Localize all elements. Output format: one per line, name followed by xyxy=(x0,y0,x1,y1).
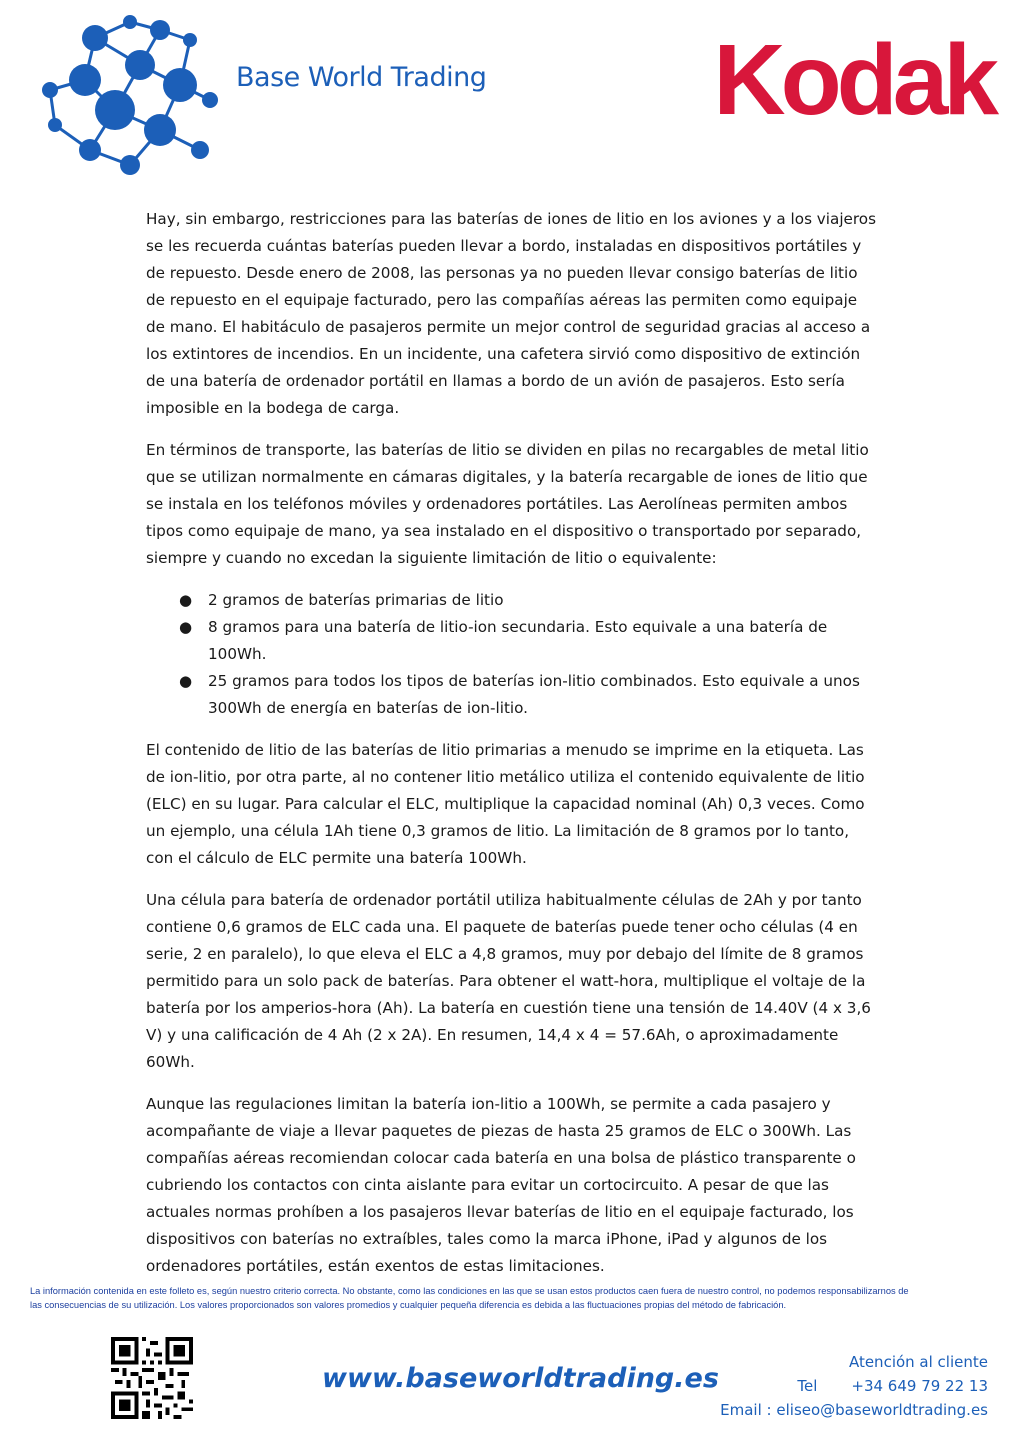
bullet-icon: ● xyxy=(179,672,193,690)
email-line xyxy=(720,1398,988,1422)
list-item-text: 8 gramos para una batería de litio-ion secundaria. Esto equivale a una batería de 100Wh. xyxy=(208,618,828,663)
list-item xyxy=(179,587,876,614)
kodak-logo: Kodak xyxy=(713,24,994,136)
disclaimer-line: La información contenida en este folleto es, según nuestro criterio correcta. No obstante, como las condiciones en las que se usan estos productos caen fuera de nuestro control, no podemos responsabilizarnos de xyxy=(30,1286,909,1296)
paragraph: Aunque las regulaciones limitan la batería ion-litio a 100Wh, se permite a cada pasajero y acompañante de viaje a llevar paquetes de piezas de hasta 25 gramos de ELC o 300Wh. Las compañías aéreas recomiendan colocar cada batería en una bolsa de plástico transparente o cubriendo los contactos con cinta aislante para evitar un cortocircuito. A pesar de que las actuales normas prohíben a los pasajeros llevar baterías de litio en el equipaje facturado, los dispositivos con baterías no extraíbles, tales como la marca iPhone, iPad y algunos de los ordenadores portátiles, están exentos de estas limitaciones. xyxy=(146,1095,856,1275)
paragraph: Una célula para batería de ordenador portátil utiliza habitualmente células de 2Ah y por tanto contiene 0,6 gramos de ELC cada una. El paquete de baterías puede tener ocho células (4 en serie, 2 en paralelo), lo que eleva el ELC a 4,8 gramos, muy por debajo del límite de 8 gramos permitido para un solo pack de baterías. Para obtener el watt-hora, multiplique el voltaje de la batería por los amperios-hora (Ah). La batería en cuestión tiene una tensión de 14.40V (4 x 3,6 V) y una calificación de 4 Ah (2 x 2A). En resumen, 14,4 x 4 = 57.6Ah, o aproximadamente 60Wh. xyxy=(146,891,871,1071)
disclaimer-line: las consecuencias de su utilización. Los valores proporcionados son valores promedios y cualquier pequeña diferencia es debida a las fluctuaciones propias del método de fabricación. xyxy=(30,1300,787,1310)
phone-line xyxy=(720,1374,988,1398)
paragraph: En términos de transporte, las baterías de litio se dividen en pilas no recargables de metal litio que se utilizan normalmente en cámaras digitales, y la batería recargable de iones de litio que se instala en los teléfonos móviles y ordenadores portátiles. Las Aerolíneas permiten ambos tipos como equipaje de mano, ya sea instalado en el dispositivo o transportado por separado, siempre y cuando no excedan la siguiente limitación de litio o equivalente: xyxy=(146,441,869,567)
molecule-logo-icon xyxy=(30,10,240,190)
email-label: Email : xyxy=(720,1401,772,1419)
bullet-icon: ● xyxy=(179,591,193,609)
list-item xyxy=(179,614,876,668)
paragraph: El contenido de litio de las baterías de litio primarias a menudo se imprime en la etiqueta. Las de ion-litio, por otra parte, al no contener litio metálico utiliza el contenido equivalente de litio (ELC) en su lugar. Para calcular el ELC, multiplique la capacidad nominal (Ah) 0,3 veces. Como un ejemplo, una célula 1Ah tiene 0,3 gramos de litio. La limitación de 8 gramos por lo tanto, con el cálculo de ELC permite una batería 100Wh. xyxy=(146,741,865,867)
list-item xyxy=(179,668,876,722)
qr-code-icon xyxy=(111,1337,193,1419)
lithium-limits-list xyxy=(146,587,876,722)
disclaimer xyxy=(30,1284,1010,1312)
customer-contact xyxy=(720,1350,988,1422)
company-name: Base World Trading xyxy=(236,62,487,93)
contact-title: Atención al cliente xyxy=(848,1353,988,1371)
email-address[interactable]: eliseo@baseworldtrading.es xyxy=(776,1401,988,1419)
website-link[interactable]: www.baseworldtrading.es xyxy=(322,1363,719,1394)
phone-number[interactable]: +34 649 79 22 13 xyxy=(851,1377,988,1395)
paragraph: Hay, sin embargo, restricciones para las baterías de iones de litio en los aviones y a los viajeros se les recuerda cuántas baterías pueden llevar a bordo, instaladas en dispositivos portátiles y de repuesto. Desde enero de 2008, las personas ya no pueden llevar consigo baterías de litio de repuesto en el equipaje facturado, pero las compañías aéreas las permiten como equipaje de mano. El habitáculo de pasajeros permite un mejor control de seguridad gracias al acceso a los extintores de incendios. En un incidente, una cafetera sirvió como dispositivo de extinción de una batería de ordenador portátil en llamas a bordo de un avión de pasajeros. Esto sería imposible en la bodega de carga. xyxy=(146,210,877,417)
list-item-text: 2 gramos de baterías primarias de litio xyxy=(208,591,504,609)
list-item-text: 25 gramos para todos los tipos de baterías ion-litio combinados. Esto equivale a unos 300Wh de energía en baterías de ion-litio. xyxy=(208,672,860,717)
bullet-icon: ● xyxy=(179,618,193,636)
phone-label: Tel xyxy=(797,1377,818,1395)
article-body xyxy=(146,206,876,1295)
